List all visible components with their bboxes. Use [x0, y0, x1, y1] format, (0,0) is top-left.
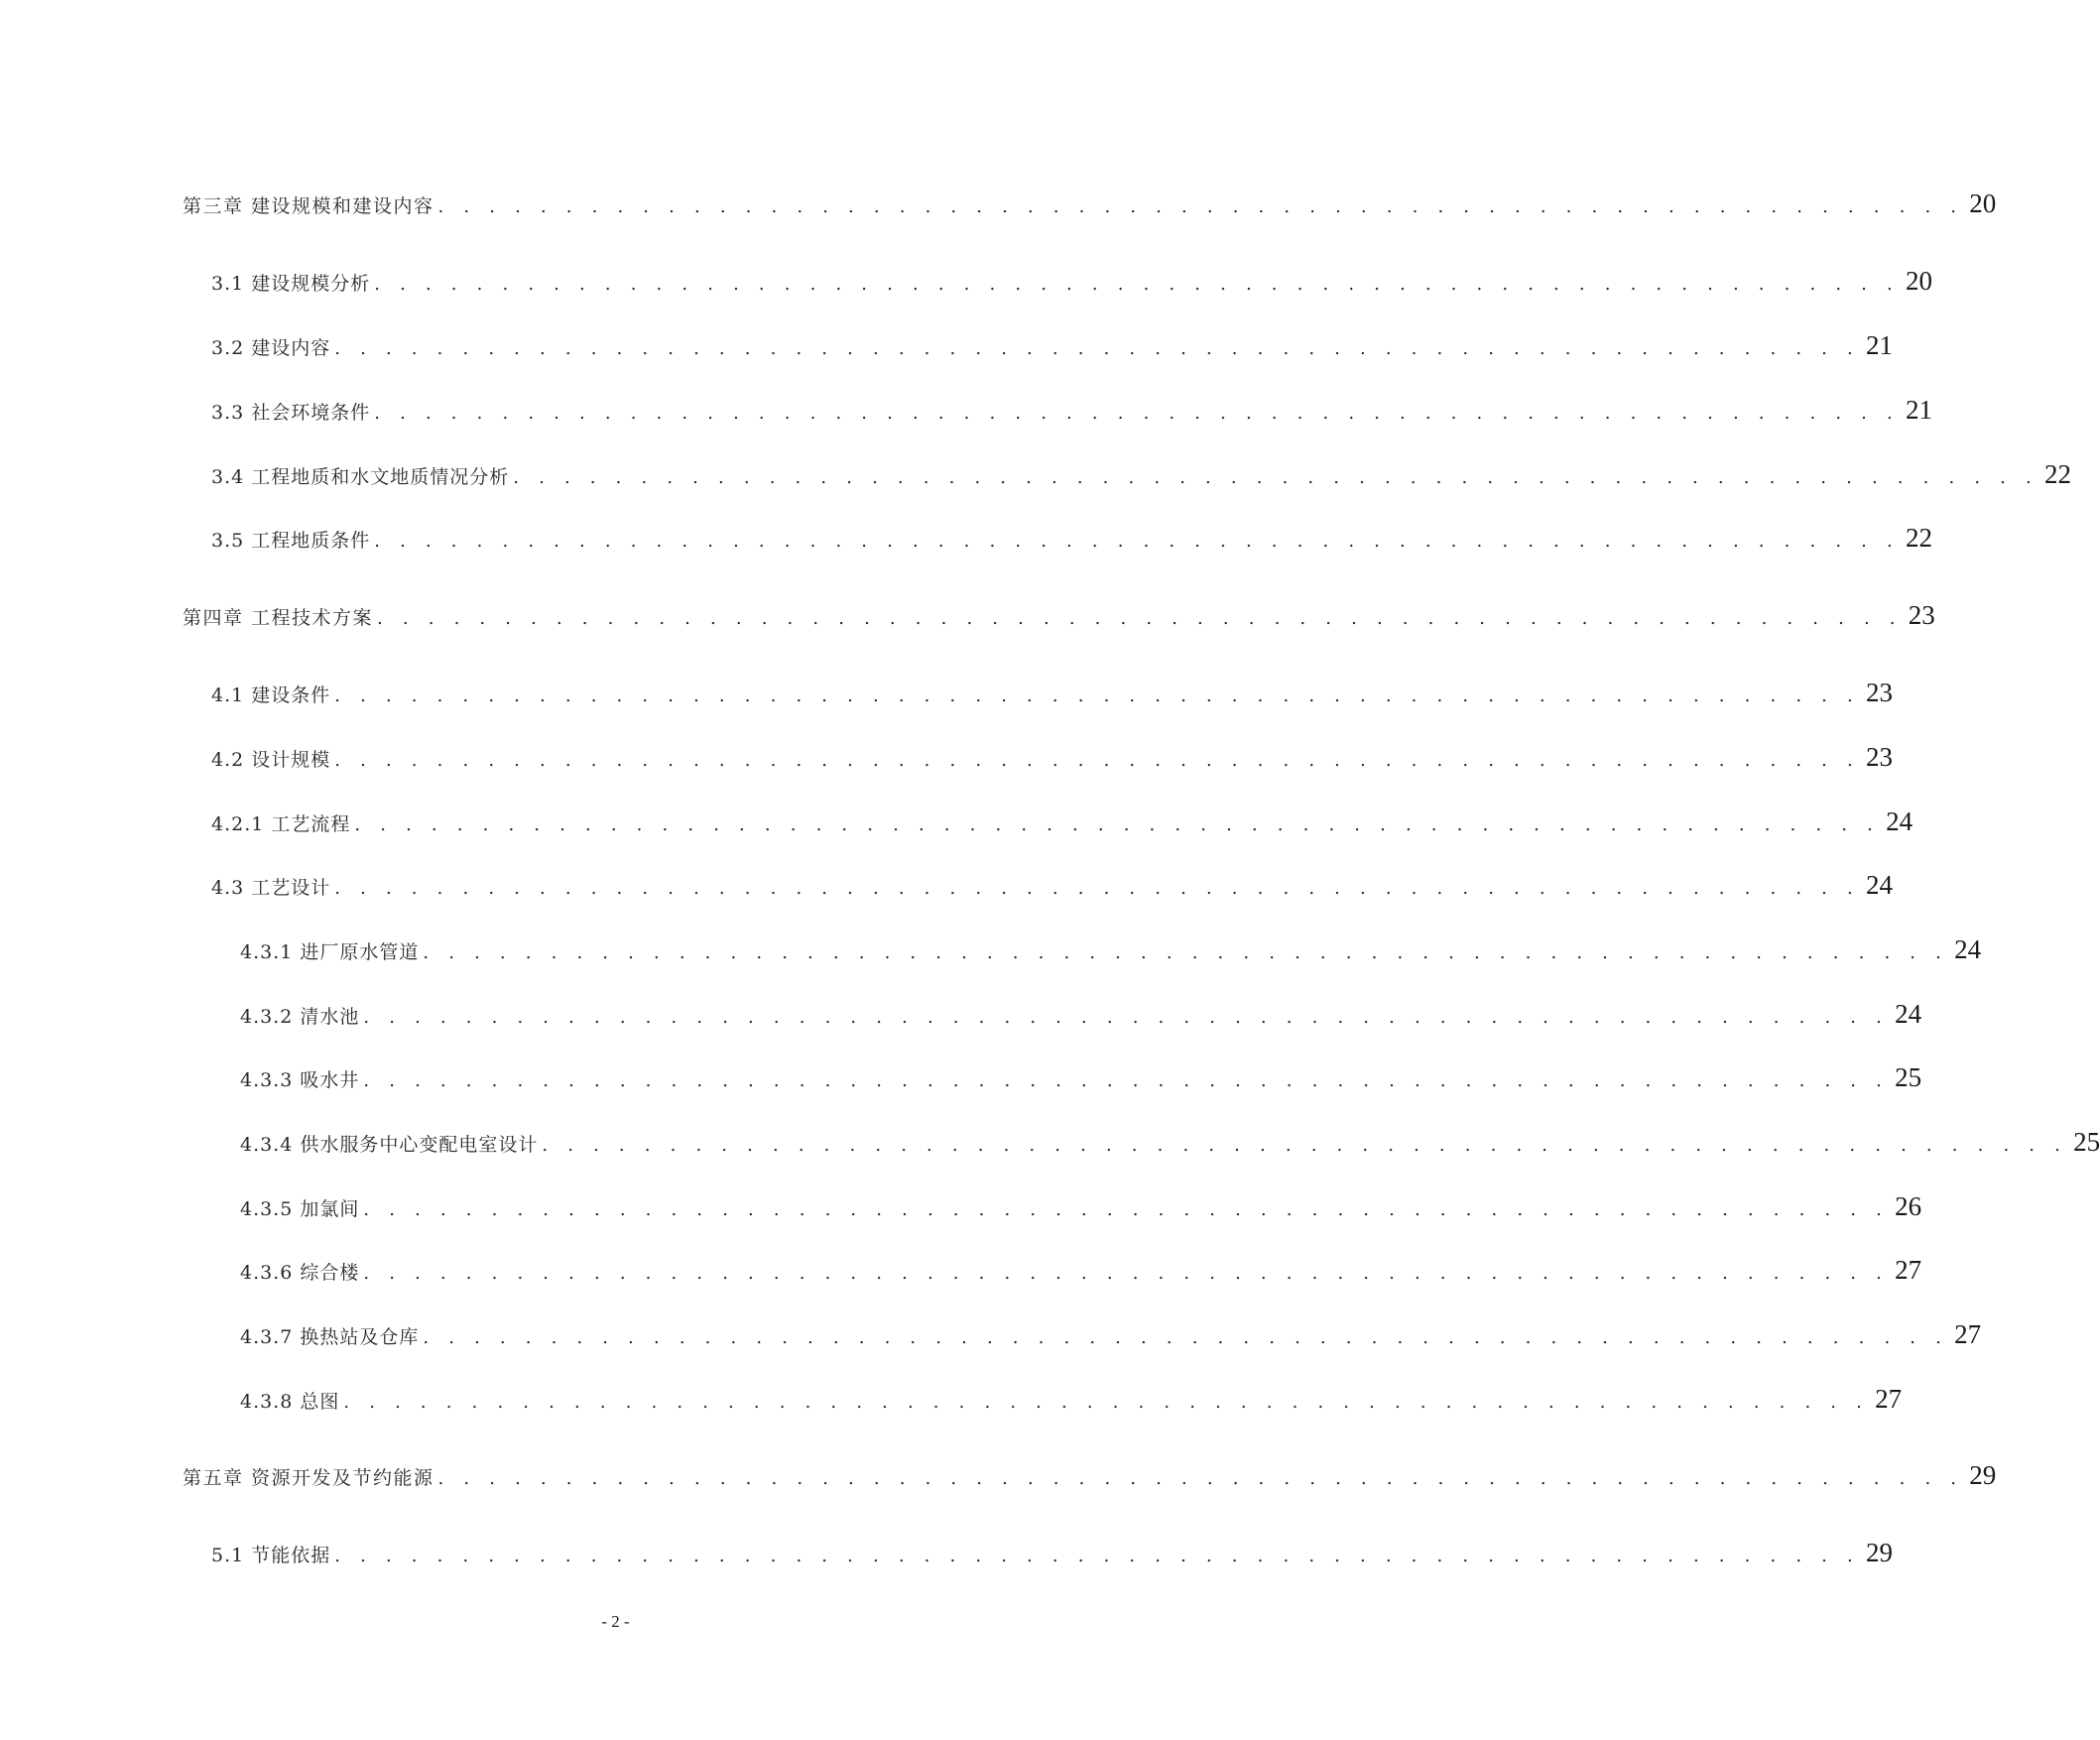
toc-leader-dots: . . . . . . . . . . . . . . . . . . . . . . . . . . . . . . . . . . . . . . . . . . . . . . . . . . . . . . . . . . . . — [334, 338, 1860, 359]
toc-entry-page: 25 — [2073, 1127, 2100, 1157]
toc-entry-page: 23 — [1908, 600, 1935, 630]
toc-entry-4-3-4[interactable] — [240, 1127, 2100, 1169]
toc-entry-page: 24 — [1954, 934, 1982, 964]
toc-entry-label: 4.3.2 清水池 — [240, 1006, 360, 1028]
toc-leader-dots: . . . . . . . . . . . . . . . . . . . . . . . . . . . . . . . . . . . . . . . . . . . . . . . . . . . . . . . . . . . . — [423, 1327, 1949, 1348]
toc-entry-4-3-3[interactable] — [240, 1062, 1922, 1104]
toc-leader-dots: . . . . . . . . . . . . . . . . . . . . . . . . . . . . . . . . . . . . . . . . . . . . . . . . . . . . . . . . . . . . — [513, 467, 2038, 488]
toc-entry-label: 第三章 建设规模和建设内容 — [183, 195, 434, 217]
toc-entry-3-2[interactable] — [211, 330, 1893, 372]
toc-entry-4-3[interactable] — [211, 870, 1893, 912]
toc-entry-label: 4.3.5 加氯间 — [240, 1198, 360, 1220]
toc-leader-dots: . . . . . . . . . . . . . . . . . . . . . . . . . . . . . . . . . . . . . . . . . . . . . . . . . . . . . . . . . . . . — [542, 1135, 2068, 1156]
toc-entry-page: 24 — [1886, 807, 1914, 836]
toc-entry-page: 24 — [1895, 999, 1922, 1029]
toc-entry-label: 4.3.6 综合楼 — [240, 1262, 360, 1284]
toc-entry-page: 23 — [1865, 742, 1893, 772]
toc-leader-dots: . . . . . . . . . . . . . . . . . . . . . . . . . . . . . . . . . . . . . . . . . . . . . . . . . . . . . . . . . . . . — [437, 1468, 1964, 1489]
toc-entry-page: 20 — [1969, 188, 1997, 218]
toc-entry-3-1[interactable] — [211, 266, 1932, 308]
toc-entry-5-1[interactable] — [211, 1538, 1893, 1579]
toc-leader-dots: . . . . . . . . . . . . . . . . . . . . . . . . . . . . . . . . . . . . . . . . . . . . . . . . . . . . . . . . . . . . — [343, 1392, 1870, 1413]
toc-entry-3-5[interactable] — [211, 523, 1932, 564]
toc-entry-4-3-2[interactable] — [240, 999, 1922, 1041]
toc-entry-page: 27 — [1895, 1255, 1922, 1285]
page-number-footer: - 2 - — [601, 1612, 630, 1631]
toc-entry-4-2-1[interactable] — [211, 807, 1914, 848]
toc-leader-dots: . . . . . . . . . . . . . . . . . . . . . . . . . . . . . . . . . . . . . . . . . . . . . . . . . . . . . . . . . . . . — [374, 531, 1900, 552]
toc-leader-dots: . . . . . . . . . . . . . . . . . . . . . . . . . . . . . . . . . . . . . . . . . . . . . . . . . . . . . . . . . . . . — [363, 1007, 1890, 1028]
toc-leader-dots: . . . . . . . . . . . . . . . . . . . . . . . . . . . . . . . . . . . . . . . . . . . . . . . . . . . . . . . . . . . . — [423, 942, 1949, 963]
toc-entry-label: 4.2.1 工艺流程 — [211, 813, 351, 835]
toc-entry-chapter-5[interactable] — [183, 1460, 1997, 1502]
toc-entry-4-1[interactable] — [211, 678, 1893, 719]
toc-entry-page: 24 — [1865, 870, 1893, 900]
toc-entry-label: 3.2 建设内容 — [211, 337, 331, 359]
toc-entry-label: 第四章 工程技术方案 — [183, 607, 374, 629]
toc-entry-label: 第五章 资源开发及节约能源 — [183, 1467, 434, 1489]
toc-entry-4-3-5[interactable] — [240, 1191, 1922, 1233]
toc-entry-page: 26 — [1895, 1191, 1922, 1221]
toc-entry-page: 22 — [2043, 459, 2071, 489]
toc-entry-label: 4.3.3 吸水井 — [240, 1069, 360, 1091]
toc-entry-page: 27 — [1954, 1319, 1982, 1349]
toc-leader-dots: . . . . . . . . . . . . . . . . . . . . . . . . . . . . . . . . . . . . . . . . . . . . . . . . . . . . . . . . . . . . — [334, 750, 1860, 771]
toc-entry-label: 4.3 工艺设计 — [211, 877, 331, 899]
toc-entry-4-3-1[interactable] — [240, 934, 1982, 976]
toc-leader-dots: . . . . . . . . . . . . . . . . . . . . . . . . . . . . . . . . . . . . . . . . . . . . . . . . . . . . . . . . . . . . — [354, 814, 1881, 835]
toc-entry-label: 5.1 节能依据 — [211, 1545, 331, 1566]
toc-entry-chapter-3[interactable] — [183, 188, 1997, 230]
toc-entry-3-4[interactable] — [211, 459, 2071, 501]
toc-entry-4-3-8[interactable] — [240, 1384, 1903, 1426]
toc-leader-dots: . . . . . . . . . . . . . . . . . . . . . . . . . . . . . . . . . . . . . . . . . . . . . . . . . . . . . . . . . . . . — [374, 274, 1900, 295]
toc-leader-dots: . . . . . . . . . . . . . . . . . . . . . . . . . . . . . . . . . . . . . . . . . . . . . . . . . . . . . . . . . . . . — [363, 1199, 1890, 1220]
toc-entry-label: 3.1 建设规模分析 — [211, 273, 371, 295]
toc-entry-page: 20 — [1905, 266, 1932, 296]
toc-entry-label: 3.3 社会环境条件 — [211, 402, 371, 424]
toc-entry-label: 4.1 建设条件 — [211, 684, 331, 706]
toc-entry-page: 21 — [1905, 395, 1932, 425]
toc-entry-page: 23 — [1865, 678, 1893, 707]
toc-leader-dots: . . . . . . . . . . . . . . . . . . . . . . . . . . . . . . . . . . . . . . . . . . . . . . . . . . . . . . . . . . . . — [437, 196, 1964, 217]
toc-entry-4-3-7[interactable] — [240, 1319, 1982, 1361]
toc-leader-dots: . . . . . . . . . . . . . . . . . . . . . . . . . . . . . . . . . . . . . . . . . . . . . . . . . . . . . . . . . . . . — [363, 1263, 1890, 1284]
toc-leader-dots: . . . . . . . . . . . . . . . . . . . . . . . . . . . . . . . . . . . . . . . . . . . . . . . . . . . . . . . . . . . . — [377, 608, 1903, 629]
toc-entry-page: 29 — [1865, 1538, 1893, 1567]
toc-entry-4-2[interactable] — [211, 742, 1893, 784]
toc-leader-dots: . . . . . . . . . . . . . . . . . . . . . . . . . . . . . . . . . . . . . . . . . . . . . . . . . . . . . . . . . . . . — [374, 403, 1900, 424]
toc-entry-label: 3.4 工程地质和水文地质情况分析 — [211, 466, 510, 488]
toc-entry-4-3-6[interactable] — [240, 1255, 1922, 1297]
toc-leader-dots: . . . . . . . . . . . . . . . . . . . . . . . . . . . . . . . . . . . . . . . . . . . . . . . . . . . . . . . . . . . . — [334, 878, 1860, 899]
toc-entry-label: 4.3.1 进厂原水管道 — [240, 941, 420, 963]
toc-entry-3-3[interactable] — [211, 395, 1932, 436]
toc-leader-dots: . . . . . . . . . . . . . . . . . . . . . . . . . . . . . . . . . . . . . . . . . . . . . . . . . . . . . . . . . . . . — [363, 1070, 1890, 1091]
toc-entry-page: 27 — [1875, 1384, 1903, 1414]
toc-entry-page: 25 — [1895, 1062, 1922, 1092]
toc-entry-label: 4.3.4 供水服务中心变配电室设计 — [240, 1134, 539, 1156]
toc-entry-page: 29 — [1969, 1460, 1997, 1490]
toc-leader-dots: . . . . . . . . . . . . . . . . . . . . . . . . . . . . . . . . . . . . . . . . . . . . . . . . . . . . . . . . . . . . — [334, 685, 1860, 706]
toc-entry-label: 3.5 工程地质条件 — [211, 530, 371, 552]
toc-entry-chapter-4[interactable] — [183, 600, 1935, 642]
toc-leader-dots: . . . . . . . . . . . . . . . . . . . . . . . . . . . . . . . . . . . . . . . . . . . . . . . . . . . . . . . . . . . . — [334, 1546, 1860, 1566]
toc-entry-label: 4.3.8 总图 — [240, 1391, 340, 1413]
toc-entry-label: 4.2 设计规模 — [211, 749, 331, 771]
toc-entry-page: 22 — [1905, 523, 1932, 553]
toc-entry-label: 4.3.7 换热站及仓库 — [240, 1326, 420, 1348]
toc-entry-page: 21 — [1865, 330, 1893, 360]
